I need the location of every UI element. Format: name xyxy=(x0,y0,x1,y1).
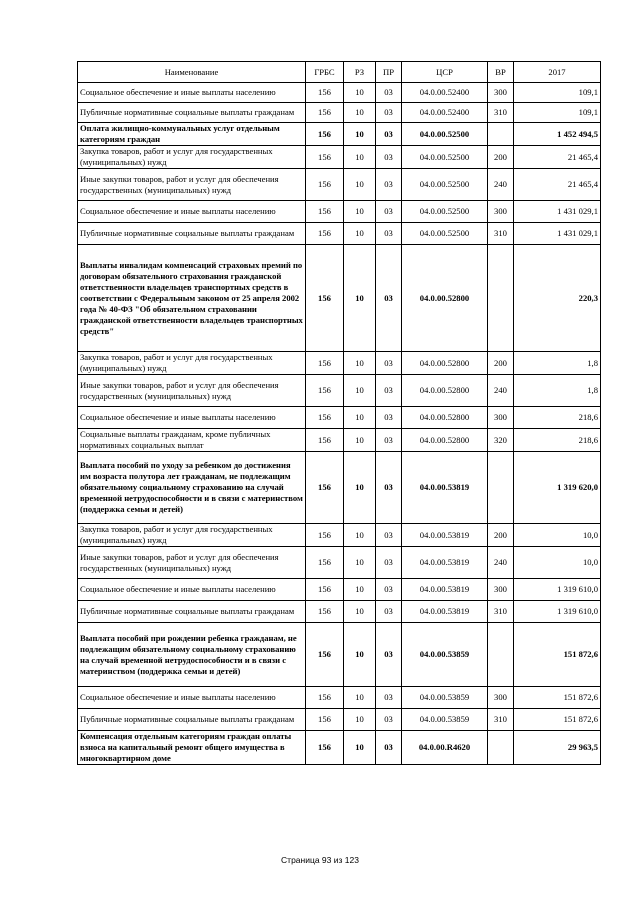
row-name: Социальное обеспечение и иные выплаты населению xyxy=(78,201,306,223)
row-pr: 03 xyxy=(376,547,402,579)
row-grbs: 156 xyxy=(306,201,344,223)
row-grbs: 156 xyxy=(306,579,344,601)
table-row xyxy=(78,687,601,709)
row-grbs: 156 xyxy=(306,524,344,547)
row-grbs: 156 xyxy=(306,146,344,169)
row-vr xyxy=(488,623,514,687)
row-csr: 04.0.00.52500 xyxy=(402,123,488,146)
row-rz: 10 xyxy=(344,524,376,547)
header-csr: ЦСР xyxy=(402,62,488,83)
row-name: Социальное обеспечение и иные выплаты населению xyxy=(78,407,306,429)
row-vr: 300 xyxy=(488,579,514,601)
row-csr: 04.0.00.53859 xyxy=(402,687,488,709)
row-vr: 300 xyxy=(488,201,514,223)
row-name: Выплата пособий при рождении ребенка гражданам, не подлежащим обязательному социальному страхованию на случай временной нетрудоспособности и в связи с материнством (поддержка семьи и детей) xyxy=(78,623,306,687)
row-rz: 10 xyxy=(344,201,376,223)
table-row xyxy=(78,201,601,223)
table-row xyxy=(78,123,601,146)
row-csr: 04.0.00.52800 xyxy=(402,429,488,452)
row-name: Публичные нормативные социальные выплаты гражданам xyxy=(78,103,306,123)
row-pr: 03 xyxy=(376,407,402,429)
row-csr: 04.0.00.52800 xyxy=(402,352,488,375)
row-grbs: 156 xyxy=(306,429,344,452)
row-rz: 10 xyxy=(344,146,376,169)
row-csr: 04.0.00.52400 xyxy=(402,103,488,123)
row-pr: 03 xyxy=(376,201,402,223)
row-rz: 10 xyxy=(344,103,376,123)
row-rz: 10 xyxy=(344,709,376,731)
row-amount: 29 963,5 xyxy=(514,731,601,765)
row-vr: 310 xyxy=(488,601,514,623)
table-header-row xyxy=(78,62,601,83)
row-amount: 1 431 029,1 xyxy=(514,223,601,245)
budget-table xyxy=(77,61,601,765)
row-grbs: 156 xyxy=(306,169,344,201)
row-csr: 04.0.00.52500 xyxy=(402,201,488,223)
row-pr: 03 xyxy=(376,352,402,375)
row-rz: 10 xyxy=(344,83,376,103)
row-rz: 10 xyxy=(344,731,376,765)
row-rz: 10 xyxy=(344,169,376,201)
row-vr: 240 xyxy=(488,169,514,201)
row-name: Социальное обеспечение и иные выплаты населению xyxy=(78,579,306,601)
row-grbs: 156 xyxy=(306,601,344,623)
table-row xyxy=(78,169,601,201)
row-csr: 04.0.00.52500 xyxy=(402,169,488,201)
row-grbs: 156 xyxy=(306,103,344,123)
row-pr: 03 xyxy=(376,123,402,146)
page-number: Страница 93 из 123 xyxy=(281,855,359,865)
row-pr: 03 xyxy=(376,83,402,103)
row-csr: 04.0.00.53819 xyxy=(402,579,488,601)
row-amount: 151 872,6 xyxy=(514,623,601,687)
row-grbs: 156 xyxy=(306,83,344,103)
row-name: Компенсация отдельным категориям граждан оплаты взноса на капитальный ремонт общего имущества в многоквартирном доме xyxy=(78,731,306,765)
row-pr: 03 xyxy=(376,524,402,547)
row-amount: 1 319 610,0 xyxy=(514,579,601,601)
row-name: Социальные выплаты гражданам, кроме публичных нормативных социальных выплат xyxy=(78,429,306,452)
table-row xyxy=(78,524,601,547)
table-row xyxy=(78,223,601,245)
row-vr: 300 xyxy=(488,687,514,709)
row-grbs: 156 xyxy=(306,245,344,352)
row-csr: 04.0.00.52800 xyxy=(402,245,488,352)
row-name: Оплата жилищно-коммунальных услуг отдельным категориям граждан xyxy=(78,123,306,146)
row-vr: 320 xyxy=(488,429,514,452)
row-csr: 04.0.00.52500 xyxy=(402,146,488,169)
row-amount: 21 465,4 xyxy=(514,169,601,201)
row-pr: 03 xyxy=(376,709,402,731)
row-csr: 04.0.00.53819 xyxy=(402,547,488,579)
row-csr: 04.0.00.53859 xyxy=(402,623,488,687)
row-grbs: 156 xyxy=(306,687,344,709)
row-vr: 240 xyxy=(488,547,514,579)
row-grbs: 156 xyxy=(306,352,344,375)
row-rz: 10 xyxy=(344,245,376,352)
row-rz: 10 xyxy=(344,407,376,429)
table-row xyxy=(78,452,601,524)
row-vr: 310 xyxy=(488,223,514,245)
row-amount: 10,0 xyxy=(514,524,601,547)
row-amount: 21 465,4 xyxy=(514,146,601,169)
table-row xyxy=(78,146,601,169)
row-amount: 220,3 xyxy=(514,245,601,352)
row-amount: 218,6 xyxy=(514,407,601,429)
header-rz: РЗ xyxy=(344,62,376,83)
row-rz: 10 xyxy=(344,623,376,687)
table-row xyxy=(78,352,601,375)
row-pr: 03 xyxy=(376,452,402,524)
row-vr: 200 xyxy=(488,352,514,375)
row-grbs: 156 xyxy=(306,452,344,524)
row-name: Закупка товаров, работ и услуг для государственных (муниципальных) нужд xyxy=(78,524,306,547)
row-amount: 10,0 xyxy=(514,547,601,579)
row-name: Публичные нормативные социальные выплаты гражданам xyxy=(78,223,306,245)
row-pr: 03 xyxy=(376,687,402,709)
row-rz: 10 xyxy=(344,123,376,146)
row-vr: 310 xyxy=(488,709,514,731)
row-amount: 218,6 xyxy=(514,429,601,452)
row-csr: 04.0.00.R4620 xyxy=(402,731,488,765)
row-amount: 109,1 xyxy=(514,83,601,103)
row-csr: 04.0.00.52800 xyxy=(402,407,488,429)
row-pr: 03 xyxy=(376,223,402,245)
row-vr: 240 xyxy=(488,375,514,407)
row-vr: 200 xyxy=(488,524,514,547)
row-name: Выплаты инвалидам компенсаций страховых премий по договорам обязательного страхования гражданской ответственности владельцев транспортных средств в соответствии с Федеральным законом от 25 апреля 2002 года № 40-ФЗ "Об обязательном страховании гражданской ответственности владельцев транспортных средств" xyxy=(78,245,306,352)
row-name: Закупка товаров, работ и услуг для государственных (муниципальных) нужд xyxy=(78,146,306,169)
row-vr: 310 xyxy=(488,103,514,123)
header-grbs: ГРБС xyxy=(306,62,344,83)
row-grbs: 156 xyxy=(306,223,344,245)
row-amount: 1 319 610,0 xyxy=(514,601,601,623)
row-grbs: 156 xyxy=(306,375,344,407)
row-amount: 1 452 494,5 xyxy=(514,123,601,146)
row-vr xyxy=(488,731,514,765)
row-name: Публичные нормативные социальные выплаты гражданам xyxy=(78,601,306,623)
row-pr: 03 xyxy=(376,169,402,201)
row-pr: 03 xyxy=(376,601,402,623)
table-row xyxy=(78,579,601,601)
row-rz: 10 xyxy=(344,579,376,601)
row-name: Публичные нормативные социальные выплаты гражданам xyxy=(78,709,306,731)
row-amount: 1 431 029,1 xyxy=(514,201,601,223)
row-amount: 1,8 xyxy=(514,352,601,375)
table-row xyxy=(78,709,601,731)
row-pr: 03 xyxy=(376,146,402,169)
row-csr: 04.0.00.53819 xyxy=(402,601,488,623)
row-vr: 300 xyxy=(488,407,514,429)
table-row xyxy=(78,407,601,429)
row-grbs: 156 xyxy=(306,623,344,687)
row-name: Иные закупки товаров, работ и услуг для обеспечения государственных (муниципальных) нужд xyxy=(78,169,306,201)
table-row xyxy=(78,245,601,352)
row-pr: 03 xyxy=(376,245,402,352)
row-csr: 04.0.00.53859 xyxy=(402,709,488,731)
row-csr: 04.0.00.53819 xyxy=(402,524,488,547)
table-row xyxy=(78,623,601,687)
row-rz: 10 xyxy=(344,452,376,524)
table-row xyxy=(78,103,601,123)
header-pr: ПР xyxy=(376,62,402,83)
row-amount: 109,1 xyxy=(514,103,601,123)
row-rz: 10 xyxy=(344,223,376,245)
row-csr: 04.0.00.52800 xyxy=(402,375,488,407)
row-pr: 03 xyxy=(376,579,402,601)
header-vr: ВР xyxy=(488,62,514,83)
row-pr: 03 xyxy=(376,623,402,687)
row-vr xyxy=(488,452,514,524)
row-rz: 10 xyxy=(344,375,376,407)
row-grbs: 156 xyxy=(306,407,344,429)
row-name: Выплата пособий по уходу за ребенком до достижения им возраста полутора лет гражданам, не подлежащим обязательному социальному страхованию на случай временной нетрудоспособности и в связи с материнством (поддержка семьи и детей) xyxy=(78,452,306,524)
row-rz: 10 xyxy=(344,429,376,452)
row-csr: 04.0.00.52500 xyxy=(402,223,488,245)
row-rz: 10 xyxy=(344,547,376,579)
row-csr: 04.0.00.52400 xyxy=(402,83,488,103)
table-row xyxy=(78,375,601,407)
row-vr xyxy=(488,123,514,146)
row-vr xyxy=(488,245,514,352)
row-grbs: 156 xyxy=(306,123,344,146)
row-name: Закупка товаров, работ и услуг для государственных (муниципальных) нужд xyxy=(78,352,306,375)
row-grbs: 156 xyxy=(306,709,344,731)
table-row xyxy=(78,547,601,579)
row-rz: 10 xyxy=(344,601,376,623)
row-amount: 151 872,6 xyxy=(514,709,601,731)
row-grbs: 156 xyxy=(306,731,344,765)
table-row xyxy=(78,731,601,765)
row-name: Социальное обеспечение и иные выплаты населению xyxy=(78,83,306,103)
row-csr: 04.0.00.53819 xyxy=(402,452,488,524)
header-name: Наименование xyxy=(78,62,306,83)
row-pr: 03 xyxy=(376,429,402,452)
row-vr: 200 xyxy=(488,146,514,169)
row-amount: 1,8 xyxy=(514,375,601,407)
row-rz: 10 xyxy=(344,352,376,375)
table-body xyxy=(78,83,601,765)
row-name: Социальное обеспечение и иные выплаты населению xyxy=(78,687,306,709)
row-pr: 03 xyxy=(376,375,402,407)
row-rz: 10 xyxy=(344,687,376,709)
row-amount: 1 319 620,0 xyxy=(514,452,601,524)
row-vr: 300 xyxy=(488,83,514,103)
row-pr: 03 xyxy=(376,731,402,765)
row-pr: 03 xyxy=(376,103,402,123)
header-year: 2017 xyxy=(514,62,601,83)
table-row xyxy=(78,429,601,452)
row-amount: 151 872,6 xyxy=(514,687,601,709)
row-name: Иные закупки товаров, работ и услуг для обеспечения государственных (муниципальных) нужд xyxy=(78,375,306,407)
row-grbs: 156 xyxy=(306,547,344,579)
table-row xyxy=(78,83,601,103)
table-row xyxy=(78,601,601,623)
row-name: Иные закупки товаров, работ и услуг для обеспечения государственных (муниципальных) нужд xyxy=(78,547,306,579)
